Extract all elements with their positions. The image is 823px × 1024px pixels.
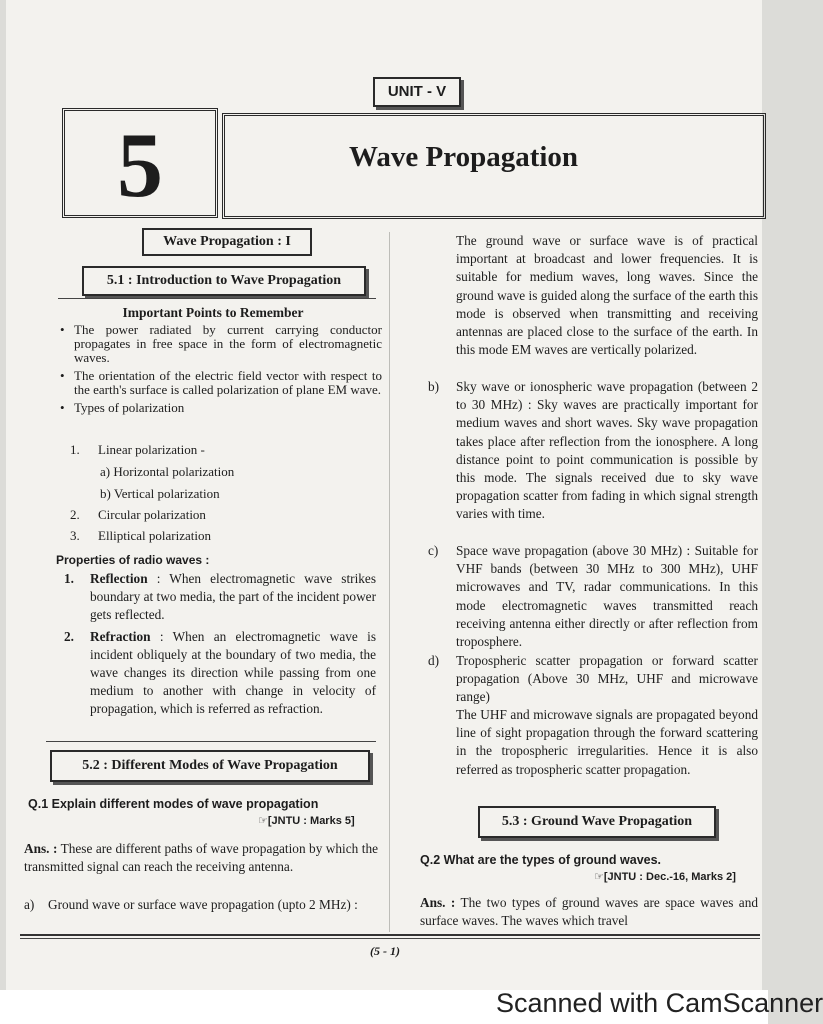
list-item: • Types of polarization — [60, 401, 382, 415]
question-1: Q.1 Explain different modes of wave propagation — [28, 797, 319, 811]
chapter-title: Wave Propagation — [349, 141, 579, 173]
chapter-number-box — [62, 108, 218, 218]
properties-list — [64, 570, 376, 719]
chapter-title-box — [222, 113, 766, 219]
footer-rule — [20, 938, 760, 939]
section-heading-5-2: 5.2 : Different Modes of Wave Propagation — [50, 750, 370, 782]
list-item: a) Ground wave or surface wave propagation (upto 2 MHz) : — [24, 897, 358, 912]
important-points-heading: Important Points to Remember — [122, 305, 304, 320]
document-page — [6, 0, 762, 990]
list-item: 2. Circular polarization — [70, 507, 206, 522]
polarization-types — [70, 442, 370, 549]
unit-label: UNIT - V — [373, 77, 461, 107]
section-heading-5-1: 5.1 : Introduction to Wave Propagation — [82, 266, 366, 296]
list-item: b) Vertical polarization — [100, 486, 220, 501]
list-item: c) Space wave propagation (above 30 MHz) : Suitable for VHF bands (between 30 MHz to 300 MHz), UHF microwaves and TV, radar communications. In this mode electromagnetic waves transmitted reach receiving antenna either directly or after reflection from troposphere. — [428, 543, 758, 650]
divider — [46, 741, 376, 742]
list-item: 2. Refraction : When an electromagnetic wave is incident obliquely at the boundary of two media, the wave changes its direction while passing from one medium to another with change in velocity of propagation, which is referred as refraction. — [64, 628, 376, 717]
divider — [58, 298, 376, 299]
answer-1: Ans. : These are different paths of wave propagation by which the transmitted signal can reach the receiving antenna. — [24, 841, 379, 875]
list-item: • The power radiated by current carrying conductor propagates in free space in the form of electromagnetic waves. — [60, 323, 382, 365]
list-item: a) Horizontal polarization — [100, 464, 235, 479]
ground-wave-paragraph: The ground wave or surface wave is of practical important at broadcast and lower frequencies. It is suitable for medium waves, long waves. Since the ground wave is guided along the surface of the earth this mode is observed when transmitting and receiving antennas are placed close to the surface of the earth. In this mode EM waves are vertically polarized. — [456, 233, 758, 358]
question-1-reference: ☞[JNTU : Marks 5] — [258, 815, 355, 827]
list-item: • The orientation of the electric field vector with respect to the earth's surface is called polarization of plane EM wave. — [60, 369, 382, 397]
question-2: Q.2 What are the types of ground waves. — [420, 853, 662, 867]
page-number: (5 - 1) — [370, 944, 400, 958]
section-box-wave-propagation: Wave Propagation : I — [142, 228, 312, 256]
tropospheric-paragraph: The UHF and microwave signals are propagated beyond line of sight propagation through the forward scattering in the tropospheric irregularities. Hence it is also referred as tropospheric scatter propagation. — [456, 707, 758, 777]
list-item: 3. Elliptical polarization — [70, 528, 211, 543]
list-item: b) Sky wave or ionospheric wave propagation (between 2 to 30 MHz) : Sky waves are practically important for medium waves and short waves. Sky wave propagation takes place after reflection from the ionosphere. A long distance point to point communication is possible by this mode. The signals received due to sky wave propagation scatter from fading in which signal strength varies with time. — [428, 379, 758, 522]
answer-2: Ans. : The two types of ground waves are space waves and surface waves. The waves which travel — [420, 895, 759, 929]
list-item: d) Tropospheric scatter propagation or forward scatter propagation (Above 30 MHz, UHF and microwave range) — [428, 653, 758, 705]
question-2-reference: ☞[JNTU : Dec.-16, Marks 2] — [594, 871, 736, 883]
section-heading-5-3: 5.3 : Ground Wave Propagation — [478, 806, 716, 838]
important-points-list — [60, 323, 382, 419]
footer-rule — [20, 934, 760, 936]
scanner-strip — [0, 988, 823, 1024]
chapter-number: 5 — [117, 114, 163, 216]
properties-heading: Properties of radio waves : — [56, 553, 210, 567]
column-divider — [389, 232, 390, 932]
list-item: 1. Reflection : When electromagnetic wave strikes boundary at two media, the part of the incident power gets reflected. — [64, 571, 376, 623]
list-item: 1. Linear polarization - — [70, 442, 205, 457]
scanner-watermark: Scanned with CamScanner — [496, 988, 823, 1018]
